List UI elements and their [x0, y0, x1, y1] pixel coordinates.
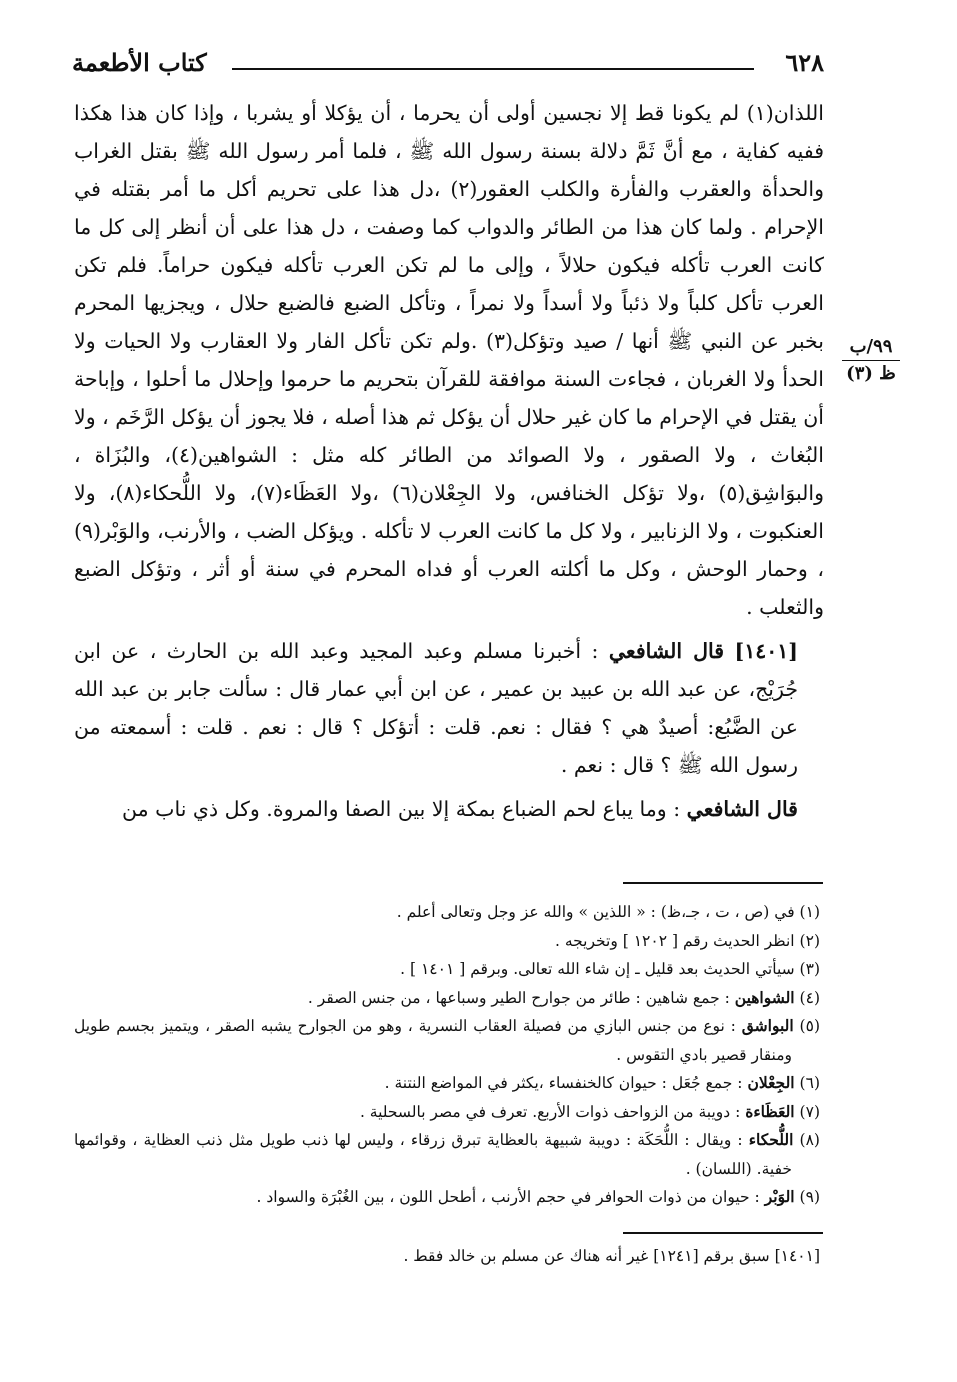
footnote [74, 984, 820, 1013]
footnote-number: (١) [799, 903, 820, 921]
margin-note-manuscript: ظ (٣) [846, 363, 896, 384]
footnote [74, 927, 820, 956]
main-text [74, 94, 824, 834]
footnote [74, 898, 820, 927]
margin-note-folio: ٩٩/ب [849, 336, 893, 357]
paragraph-2-speaker: قال الشافعي [608, 639, 725, 663]
paragraph-2-text: : أخبرنا مسلم وعبد المجيد وعبد الله بن الحارث ، عن ابن جُرَيْج، عن عبد الله بن عبيد بن عمير ، عن ابن أبي عمار قال : سألت جابر بن عبد الله عن الضَّبُع: أصيدٌ هي ؟ فقال : نعم. قلت : أتؤكل ؟ قال : نعم . قلت : أسمعته من رسول الله ﷺ ؟ قال : نعم . [74, 639, 798, 777]
footnote-rule [623, 882, 823, 884]
page-number: ٦٢٨ [785, 48, 824, 77]
footnote [74, 1098, 820, 1127]
footnote-number: (٣) [799, 960, 820, 978]
footnote-term: العَظَاءة [745, 1101, 795, 1121]
footnote-term: اللُّحكاء [748, 1130, 794, 1149]
footnote-number: (٧) [799, 1102, 820, 1121]
footnote [74, 1012, 820, 1069]
footnote-term: الجِعْلان [747, 1073, 795, 1092]
source-note-rule [623, 1232, 823, 1234]
paragraph-3-speaker: قال الشافعي [686, 797, 798, 821]
footnote-text: : جمع جُعَل : حيوان كالخنفساء ،يكثر في المواضع النتنة . [384, 1074, 743, 1092]
footnote-number: (٥) [799, 1017, 820, 1035]
hadith-number: [١٤٠١] [734, 639, 798, 663]
footnote-number: (٩) [799, 1188, 820, 1206]
footnotes [74, 898, 820, 1212]
paragraph-2 [74, 632, 824, 784]
footnote-number: (٤) [799, 988, 820, 1007]
footnote-text: : دويبة من الزواحف ذوات الأربع. تعرف في مصر بالسحلية . [359, 1102, 741, 1121]
footnote [74, 955, 820, 984]
paragraph-3 [74, 790, 824, 828]
paragraph-1: اللذان(١) لم يكونا قط إلا نجسين أولى أن يحرما ، أن يؤكلا أو يشربا ، وإذا كان هذا هكذا ففيه كفاية ، مع أنَّ ثَمَّ دلالة بسنة رسول الله ﷺ ، فلما أمر رسول الله ﷺ بقتل الغراب والحدأة والعقرب والفأرة والكلب العقور(٢) ،دل هذا على تحريم أكل ما أمر بقتله في الإحرام . ولما كان هذا من الطائر والدواب كما وصفت ، دل هذا على أن أنظر إلى كل ما كانت العرب تأكله فيكون حلالاً ، وإلى ما لم تكن العرب تأكله فيكون حراماً. فلم تكن العرب تأكل كلباً ولا ذئباً ولا أسداً ولا نمراً ، وتأكل الضبع فالضبع حلال ، ويجزيها المحرم بخبر عن النبي ﷺ أنها / صيد وتؤكل(٣) .ولم تكن تأكل الفار ولا العقارب ولا الحيات ولا الحدأ ولا الغربان ، فجاءت السنة موافقة للقرآن بتحريم ما حرموا وإحلال ما أحلوا ، وإباحة أن يقتل في الإحرام ما كان غير حلال أن يؤكل ثم هذا أصله ، فلا يجوز أن يؤكل الرَّخَم ، ولا البُغاث ، ولا الصقور ، ولا الصوائد من الطائر كله مثل : الشواهين(٤)، والبُزَاة ، والبوَاشِق(٥) ،ولا تؤكل الخنافس، ولا الجِعْلان(٦) ،ولا العَظَاء(٧)، ولا اللُّحكاء(٨)، ولا العنكبوت ، ولا الزنابير ، ولا كل ما كانت العرب لا تأكله . ويؤكل الضب ، والأرنب، والوَبْر(٩) ، وحمار الوحش ، وكل ما أكلته العرب أو فداه المحرم في سنة أو أثر ، وتؤكل الضبع والثعلب . [74, 101, 825, 619]
footnote-term: البواشق [741, 1016, 794, 1035]
footnote [74, 1126, 820, 1183]
footnote-text: سيأتي الحديث بعد قليل ـ إن شاء الله تعالى. وبرقم [ ١٤٠١ ] . [400, 960, 795, 978]
footnote-text: : حيوان من ذوات الحوافر في حجم الأرنب ، أطحل اللون ، بين الغُبْرَة والسواد . [256, 1188, 760, 1206]
margin-note [836, 334, 906, 387]
footnote-text: انظر الحديث رقم [ ١٢٠٢ ] وتخريجه . [554, 931, 795, 950]
footnote-number: (٨) [799, 1131, 820, 1149]
header-rule [232, 68, 754, 70]
footnote-number: (٢) [799, 931, 820, 950]
footnote-text: في (ص ، ت ، جـ،ظ) : « اللذين » والله عز وجل وتعالى أعلم . [396, 903, 795, 921]
footnote-term: الشواهين [734, 987, 795, 1007]
page-header [72, 44, 824, 78]
footnote [74, 1069, 820, 1098]
running-title: كتاب الأطعمة [72, 48, 207, 77]
source-note: [١٤٠١] سبق برقم [١٢٤١] غير أنه هناك عن مسلم بن خالد فقط . [403, 1247, 820, 1265]
footnote-text: : ويقال : اللُّحَكَة : دويبة شبيهة بالعظاية تبرق زرقاء ، وليس لها ذنب طويل مثل ذنب العظاية ، وقوائمها خفية. (اللسان) . [74, 1131, 792, 1178]
paragraph-3-text: : وما يباع لحم الضباع بمكة إلا بين الصفا والمروة. وكل ذي ناب من [122, 797, 681, 821]
footnote-text: : جمع شاهين : طائر من جوارح الطير وسباعها ، من جنس الصقر . [307, 988, 730, 1007]
footnote [74, 1183, 820, 1212]
footnote-number: (٦) [799, 1074, 820, 1092]
footnote-text: : نوع من جنس البازي من فصيلة العقاب النسرية ، وهو من الجوارح يشبه الصقر ، ويتميز بجسم طويل ومنقار قصير بادي التقوس . [74, 1017, 792, 1064]
footnote-term: الوَبْر [764, 1187, 795, 1206]
